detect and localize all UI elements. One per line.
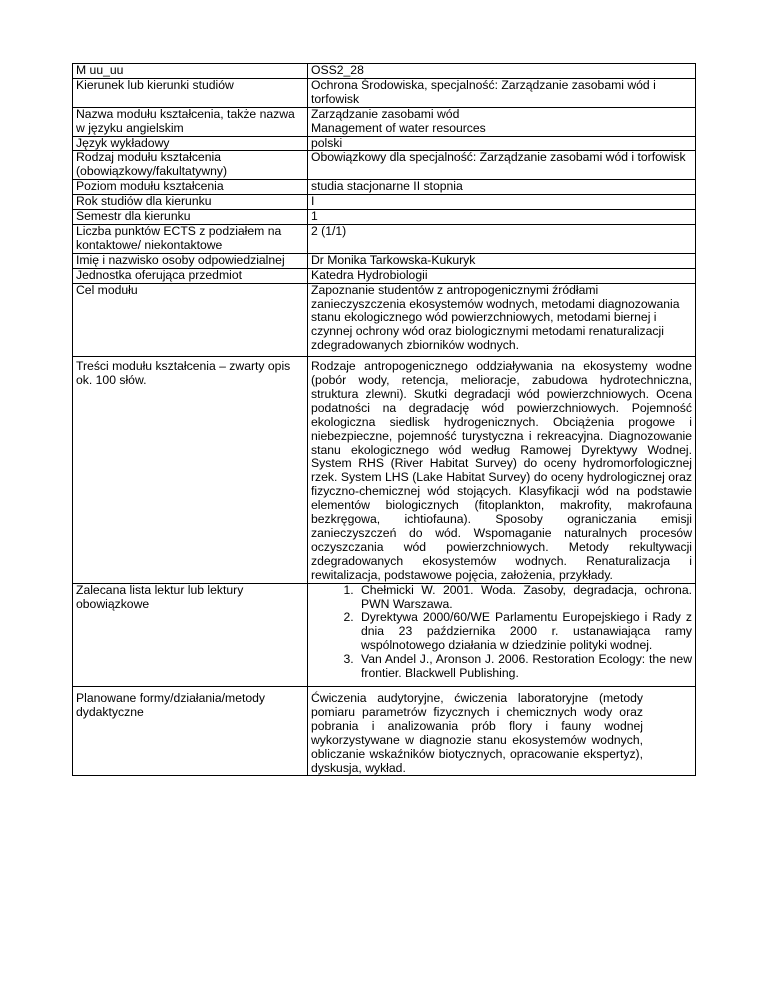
row-value: Dr Monika Tarkowska-Kukuryk xyxy=(308,253,696,268)
list-item: 1. Chełmicki W. 2001. Woda. Zasoby, degradacja, ochrona. PWN Warszawa. xyxy=(357,584,692,612)
row-label: Semestr dla kierunku xyxy=(73,210,308,225)
row-value: I xyxy=(308,195,696,210)
row-value: Katedra Hydrobiologii xyxy=(308,268,696,283)
row-label: Język wykładowy xyxy=(73,136,308,151)
row-label: Poziom modułu kształcenia xyxy=(73,180,308,195)
row-label: Nazwa modułu kształcenia, także nazwa w języku angielskim xyxy=(73,107,308,136)
row-label: Rok studiów dla kierunku xyxy=(73,195,308,210)
row-label: Jednostka oferująca przedmiot xyxy=(73,268,308,283)
row-value: 1 xyxy=(308,210,696,225)
table-row xyxy=(73,107,696,136)
row-value: OSS2_28 xyxy=(308,64,696,79)
row-value: Ochrona Środowiska, specjalność: Zarządzanie zasobami wód i torfowisk xyxy=(308,78,696,107)
row-label: Imię i nazwisko osoby odpowiedzialnej xyxy=(73,253,308,268)
row-label: Rodzaj modułu kształcenia (obowiązkowy/fakultatywny) xyxy=(73,151,308,180)
table-row xyxy=(73,136,696,151)
list-item: 3. Van Andel J., Aronson J. 2006. Restoration Ecology: the new frontier. Blackwell Publishing. xyxy=(357,653,692,681)
row-label: Kierunek lub kierunki studiów xyxy=(73,78,308,107)
table-row xyxy=(73,195,696,210)
reading-list xyxy=(308,583,696,686)
table-row xyxy=(73,253,696,268)
row-value: Rodzaje antropogenicznego oddziaływania na ekosystemy wodne (pobór wody, retencja, melioracje, zabudowa hydrotechniczna, struktura zlewni). Skutki degradacji wód powierzchniowych. Ocena podatności na degradację wód powierzchniowych. Pojemność ekologiczna siedlisk hydrogenicznych. Obciążenia progowe i niebezpieczne, pojemność turystyczna i rekreacyjna. Diagnozowanie stanu ekologicznego wód według Ramowej Dyrektywy Wodnej. System RHS (River Habitat Survey) do oceny hydromorfologicznej rzek. System LHS (Lake Habitat Survey) do oceny hydrologicznej oraz fizyczno-chemicznej wód stojących. Klasyfikacji wód na podstawie elementów biologicznych (fitoplankton, makrofity, makrofauna bezkręgowa, ichtiofauna). Sposoby ograniczania emisji zanieczyszczeń do wód. Wspomaganie naturalnych procesów oczyszczania wód powierzchniowych. Metody rekultywacji zdegradowanych ekosystemów wodnych. Renaturalizacja i rewitalizacja, podstawowe pojęcia, założenia, przykłady. xyxy=(308,357,696,584)
table-row xyxy=(73,224,696,253)
table-row xyxy=(73,268,696,283)
row-label: M uu_uu xyxy=(73,64,308,79)
table-row xyxy=(73,210,696,225)
row-value: studia stacjonarne II stopnia xyxy=(308,180,696,195)
row-label: Zalecana lista lektur lub lektury obowiązkowe xyxy=(73,583,308,686)
module-name-en: Management of water resources xyxy=(311,120,486,135)
row-value: Obowiązkowy dla specjalność: Zarządzanie zasobami wód i torfowisk xyxy=(308,151,696,180)
row-value: polski xyxy=(308,136,696,151)
table-row xyxy=(73,583,696,686)
row-value: Zapoznanie studentów z antropogenicznymi źródłami zanieczyszczenia ekosystemów wodnych, metodami diagnozowania stanu ekologicznego wód powierzchniowych, metodami biernej i czynnej ochrony wód oraz biologicznymi metodami renaturalizacji zdegradowanych zbiorników wodnych. xyxy=(308,283,696,357)
list-item: 2. Dyrektywa 2000/60/WE Parlamentu Europejskiego i Rady z dnia 23 października 2000 r. ustanawiająca ramy wspólnotowego działania w dziedzinie polityki wodnej. xyxy=(357,611,692,653)
row-label: Planowane formy/działania/metody dydaktyczne xyxy=(73,686,308,775)
row-label: Treści modułu kształcenia – zwarty opis ok. 100 słów. xyxy=(73,357,308,584)
row-label: Cel modułu xyxy=(73,283,308,357)
row-value: 2 (1/1) xyxy=(308,224,696,253)
table-row xyxy=(73,686,696,775)
row-label: Liczba punktów ECTS z podziałem na kontaktowe/ niekontaktowe xyxy=(73,224,308,253)
table-row xyxy=(73,283,696,357)
table-row xyxy=(73,78,696,107)
table-row xyxy=(73,151,696,180)
row-value: Ćwiczenia audytoryjne, ćwiczenia laboratoryjne (metody pomiaru parametrów fizycznych i chemicznych wody oraz pobrania i analizowania prób flory i fauny wodnej wykorzystywane w diagnozie stanu ekosystemów wodnych, obliczanie wskaźników biotycznych, opracowanie ekspertyz), dyskusja, wykład. xyxy=(308,686,696,775)
table-row xyxy=(73,357,696,584)
table-row xyxy=(73,180,696,195)
row-value xyxy=(308,107,696,136)
table-row xyxy=(73,64,696,79)
module-name-pl: Zarządzanie zasobami wód xyxy=(311,106,460,121)
syllabus-table xyxy=(72,63,696,776)
